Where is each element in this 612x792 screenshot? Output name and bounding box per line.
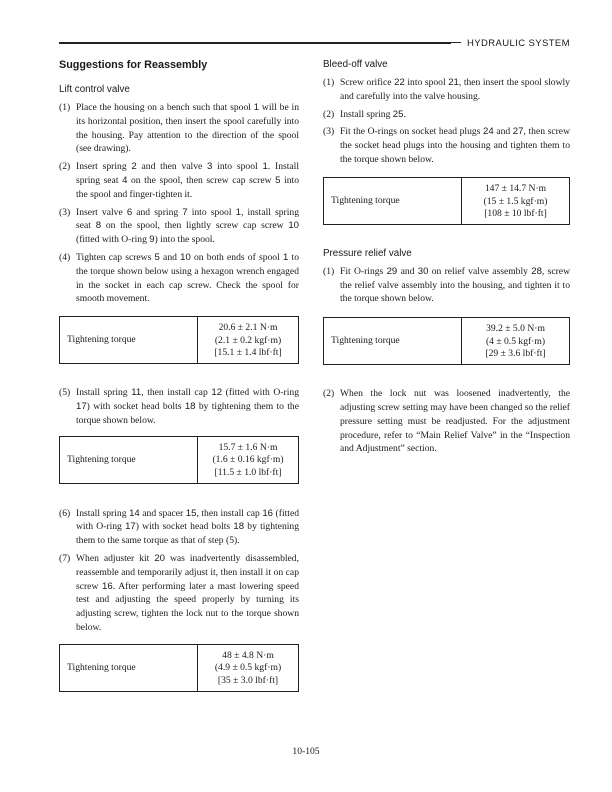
step-text: Install spring [76,387,132,399]
left-column [59,58,299,692]
step-number: (5) [59,387,71,399]
part-ref-number: 18 [184,400,196,412]
part-ref-number: 1 [282,251,289,263]
part-ref-number: 4 [122,174,128,186]
step-number: (6) [59,507,71,519]
step-list [59,101,299,306]
part-ref-number: 5 [275,174,281,186]
part-ref-number: 1 [235,206,241,218]
torque-value: [29 ± 3.6 lbf·ft] [485,348,546,360]
step-text: ) with socket head bolts [86,400,185,412]
torque-value: [11.5 ± 1.0 lbf·ft] [214,466,282,478]
part-ref-number: 27 [512,126,524,138]
step-text: , install spring seat [76,206,299,232]
part-ref-number: 17 [125,521,136,533]
torque-label: Tightening torque [324,178,462,224]
step-text: on the spool, then lightly screw cap screw [101,220,289,232]
step-text: Install spring [76,507,130,519]
part-ref-number: 14 [129,507,140,519]
lift-control-valve-heading: Lift control valve [59,84,130,95]
step-text: and [397,265,418,277]
step-list [59,386,299,427]
step-list [59,507,299,635]
step-text: and spacer [139,507,186,519]
torque-value: 20.6 ± 2.1 N·m [218,322,278,334]
instruction-step [59,386,299,427]
step-text: will be in its horizontal position, then insert the spool carefully into the housing. Pay attention to the direction of the spool (see drawing). [76,102,299,155]
part-ref-number: 25 [392,108,404,120]
part-ref-number: 6 [126,206,133,218]
part-ref-number: 10 [180,251,191,263]
step-text: (fitted with O-ring [76,507,299,533]
step-text: by tightening them to the same torque as that of step (5). [76,521,299,547]
step-text: When the lock nut was loosened inadvertently, the adjusting screw setting may have been changed so the relief pressure setting must be readjusted. For the adjustment procedure, refer to “Main Relief Valve” in the “Inspection and Adjustment” section. [340,388,570,455]
torque-values [462,318,569,364]
step-text: on both ends of spool [190,251,283,263]
part-ref-number: 20 [154,552,165,564]
torque-values [462,178,569,224]
step-text: into the spool and finger-tighten it. [76,174,299,200]
step-text: Place the housing on a bench such that spool [76,102,254,113]
step-text: and [493,126,513,138]
torque-value: [35 ± 3.0 lbf·ft] [217,674,279,686]
step-text: Fit the O-rings on socket head plugs [340,126,484,138]
step-text: Install spring [340,108,393,120]
torque-values [198,645,298,691]
step-number: (2) [323,388,335,400]
torque-table [59,436,299,484]
part-ref-number: 2 [131,161,137,173]
part-ref-number: 16 [102,580,113,592]
instruction-step [323,387,570,456]
step-number: (2) [323,108,335,120]
part-ref-number: 5 [154,251,160,263]
header-rule [59,42,451,44]
page-number: 10-105 [292,746,320,757]
torque-values [198,317,298,363]
torque-label: Tightening torque [60,317,198,363]
torque-value: 147 ± 14.7 N·m [484,183,547,195]
torque-value: (15 ± 1.5 kgf·m) [483,195,548,207]
step-number: (1) [59,102,71,113]
pressure-relief-valve-heading: Pressure relief valve [323,247,412,259]
torque-table [323,317,570,365]
step-number: (3) [323,126,335,138]
step-text: , then install cap [141,387,212,399]
part-ref-number: 1 [262,161,268,173]
step-number: (1) [323,77,335,88]
step-text: and [159,251,181,263]
section-title: HYDRAULIC SYSTEM [461,38,570,49]
torque-value: 48 ± 4.8 N·m [222,649,274,661]
right-column [323,58,570,460]
part-ref-number: 18 [233,521,245,533]
step-text: When adjuster kit [76,552,155,564]
part-ref-number: 12 [211,387,223,399]
instruction-step [323,265,570,306]
instruction-step [59,160,299,201]
step-text: . [403,108,406,120]
step-text: into spool [187,206,236,218]
part-ref-number: 24 [483,126,494,138]
step-text: . Install spring seat [76,161,299,186]
step-text: , then screw the socket head plugs into the housing and tighten them to the torque shown below. [340,126,570,165]
step-text: on the spool, then screw cap screw [127,174,276,186]
step-text: and then valve [136,161,208,173]
page-heading: Suggestions for Reassembly [59,59,208,71]
step-text: ) with socket head bolts [135,521,234,533]
step-number: (2) [59,161,71,173]
torque-value: [15.1 ± 1.4 lbf·ft] [214,347,282,359]
instruction-step [59,101,299,156]
step-text: Fit O-rings [340,265,387,277]
torque-value: (4.9 ± 0.5 kgf·m) [214,662,282,674]
torque-table [323,177,570,225]
step-text: into spool [212,161,263,173]
step-text: and spring [132,206,183,218]
step-text: into spool [404,77,449,88]
torque-table [59,316,299,364]
step-number: (3) [59,206,71,218]
step-text: Tighten cap screws [76,251,155,263]
instruction-step [323,108,570,122]
torque-value: 39.2 ± 5.0 N·m [486,323,545,335]
part-ref-number: 21 [448,77,459,88]
step-text: by tightening them to the torque shown below. [76,400,299,426]
part-ref-number: 30 [417,265,429,277]
step-list [323,387,570,456]
torque-label: Tightening torque [60,645,198,691]
instruction-step [323,125,570,166]
step-text: Insert valve [76,206,127,218]
step-list [323,76,570,167]
step-text: on relief valve assembly [428,265,532,277]
part-ref-number: 7 [182,206,188,218]
torque-values [198,437,298,483]
torque-value: (1.6 ± 0.16 kgf·m) [212,454,284,466]
torque-table [59,644,299,692]
step-text: (fitted with O-ring [76,234,150,246]
part-ref-number: 29 [386,265,398,277]
part-ref-number: 16 [262,507,273,519]
torque-value: (2.1 ± 0.2 kgf·m) [214,334,282,346]
part-ref-number: 10 [288,220,299,232]
torque-label: Tightening torque [60,437,198,483]
part-ref-number: 17 [76,400,87,412]
step-text: Screw orifice [340,77,395,88]
step-text: was inadvertently disassembled, reassemble and temporarily adjust it, then install it on cap screw [76,552,299,592]
part-ref-number: 1 [253,102,260,113]
step-text: (fitted with O-ring [222,387,299,399]
step-number: (1) [323,265,335,277]
step-number: (7) [59,552,71,564]
step-list [323,265,570,306]
torque-value: (4 ± 0.5 kgf·m) [485,335,546,347]
step-number: (4) [59,251,71,263]
torque-label: Tightening torque [324,318,462,364]
step-text: ) into the spool. [154,234,215,246]
torque-value: 15.7 ± 1.6 N·m [218,441,278,453]
step-text: to the torque shown below using a hexagon wrench engaged in the socket in each cap screw. Check the spool for smooth movement. [76,251,299,305]
part-ref-number: 9 [149,234,155,246]
instruction-step [59,251,299,306]
part-ref-number: 3 [207,161,213,173]
instruction-step [59,507,299,548]
part-ref-number: 28 [531,265,542,277]
step-text: Insert spring [76,161,132,173]
part-ref-number: 15 [185,507,197,519]
bleed-off-valve-heading: Bleed-off valve [323,59,388,70]
instruction-step [323,76,570,104]
instruction-step [59,206,299,247]
part-ref-number: 11 [131,387,142,399]
instruction-step [59,552,299,635]
step-text: . After performing later a mast lowering speed test and adjusting the speed properly by turning its adjusting screw, tighten the lock nut to the torque shown below. [76,580,299,633]
step-text: , then insert the spool slowly and carefully into the valve housing. [340,77,570,102]
step-text: , screw the relief valve assembly into the housing, and tighten it to the torque shown below. [340,265,570,305]
step-text: , then install cap [196,507,263,519]
part-ref-number: 22 [394,77,405,88]
part-ref-number: 8 [95,220,102,232]
torque-value: [108 ± 10 lbf·ft] [484,208,547,220]
